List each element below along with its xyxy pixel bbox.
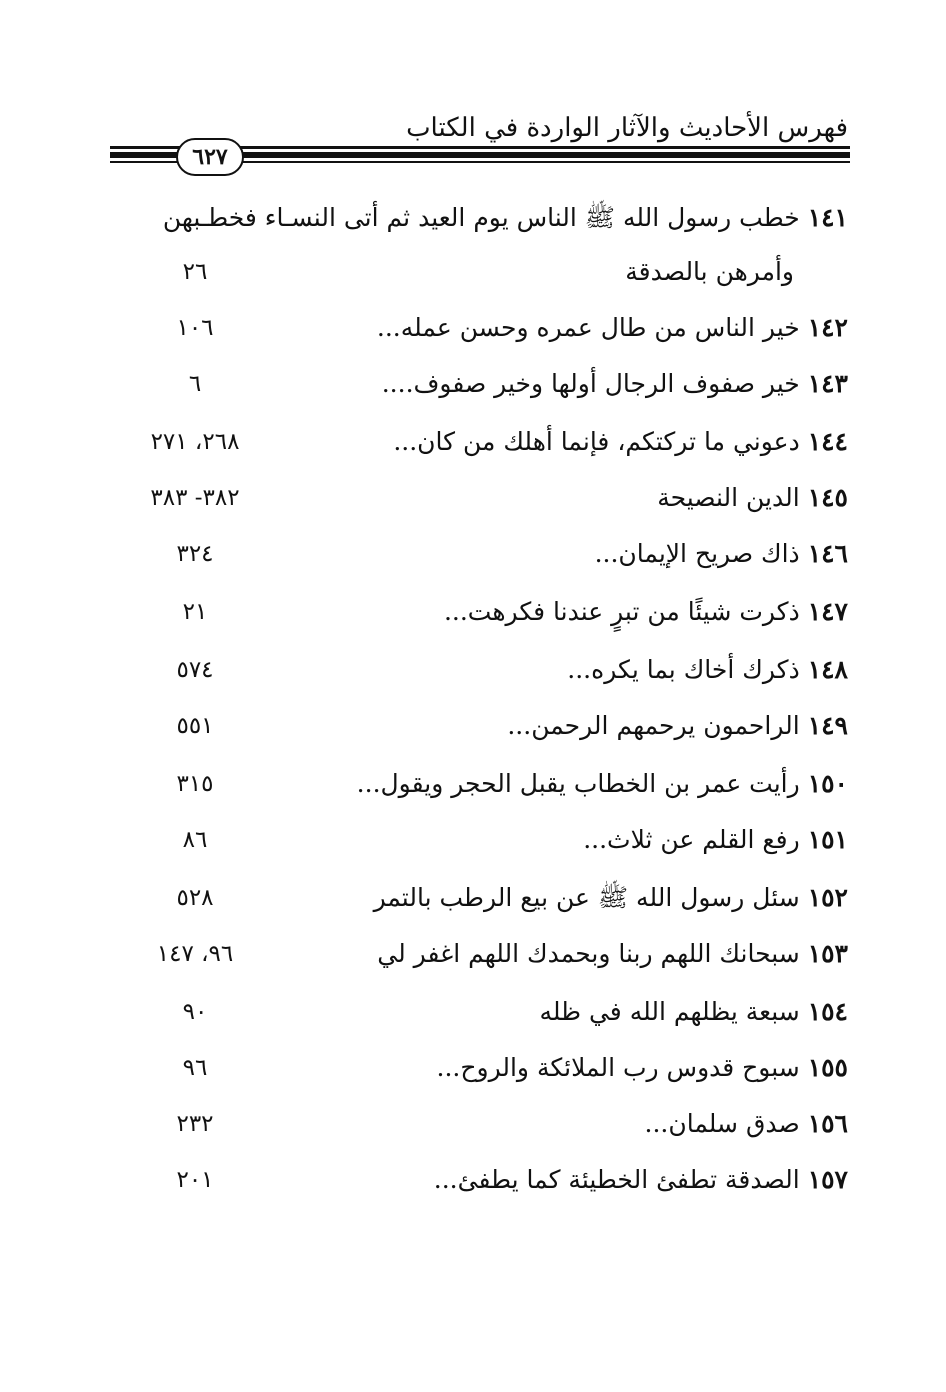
entry-page-reference: ٢٦ (182, 259, 208, 285)
index-entry (567, 648, 848, 692)
entry-number: ١٥٦ (807, 1109, 848, 1138)
entry-text: خطب رسول الله ﷺ الناس يوم العيد ثم أتى النسـاء فخطـبهن (162, 203, 800, 232)
entry-number: ١٤٥ (807, 483, 848, 512)
entry-text: سبحانك اللهم ربنا وبحمدك اللهم اغفر لي (377, 939, 800, 968)
index-entry (377, 932, 848, 976)
entry-text: الدين النصيحة (657, 483, 800, 512)
entry-text: خير الناس من طال عمره وحسن عمله... (376, 313, 800, 342)
index-entry (377, 306, 848, 350)
entry-text-continuation: وأمرهن بالصدقة (625, 257, 794, 286)
index-entry (382, 362, 848, 406)
entry-number: ١٥٥ (807, 1053, 848, 1082)
entry-number: ١٥٢ (807, 883, 848, 912)
entry-page-reference: ٥٥١ (176, 713, 214, 739)
index-entry (444, 590, 848, 634)
entry-page-reference: ٣١٥ (176, 771, 214, 797)
index-entry (437, 1046, 848, 1090)
entry-number: ١٤٦ (807, 539, 848, 568)
entry-page-reference: ٦ (188, 371, 202, 397)
entry-page-reference: ٩٠ (182, 999, 208, 1025)
entry-text: سئل رسول الله ﷺ عن بيع الرطب بالتمر (373, 883, 800, 912)
entry-number: ١٤٢ (807, 313, 848, 342)
page-number-badge: ٦٢٧ (176, 138, 244, 176)
entry-text: الصدقة تطفئ الخطيئة كما يطفئ... (433, 1165, 800, 1194)
entry-page-reference: ٢١ (182, 599, 208, 625)
entry-number: ١٥١ (807, 825, 848, 854)
entry-number: ١٥٤ (807, 997, 848, 1026)
entry-number: ١٥٠ (807, 769, 848, 798)
entry-page-reference: ٣٨٢- ٣٨٣ (150, 485, 240, 511)
entry-text: دعوني ما تركتكم، فإنما أهلك من كان... (393, 427, 800, 456)
entry-number: ١٤٨ (807, 655, 848, 684)
index-entry (507, 704, 848, 748)
page-title: فهرس الأحاديث والآثار الواردة في الكتاب (406, 113, 848, 143)
entry-page-reference: ٩٦ (182, 1055, 208, 1081)
entry-page-reference: ٢٦٨، ٢٧١ (150, 429, 240, 455)
entry-text: رأيت عمر بن الخطاب يقبل الحجر ويقول... (356, 769, 800, 798)
entry-page-reference: ٢٠١ (176, 1167, 214, 1193)
entry-text: الراحمون يرحمهم الرحمن... (507, 711, 800, 740)
index-entry (583, 818, 848, 862)
entry-page-reference: ٥٢٨ (176, 885, 214, 911)
entry-page-reference: ٨٦ (182, 827, 208, 853)
entry-page-reference: ١٠٦ (176, 315, 214, 341)
index-entry (539, 990, 848, 1034)
entry-page-reference: ٣٢٤ (176, 541, 214, 567)
entry-text: ذكرك أخاك بما يكره... (567, 655, 800, 684)
entry-number: ١٤١ (807, 203, 848, 232)
entry-number: ١٤٣ (807, 369, 848, 398)
entry-number: ١٤٩ (807, 711, 848, 740)
entry-text: ذكرت شيئًا من تبرٍ عندنا فكرهت... (443, 597, 800, 626)
index-entry (393, 420, 848, 464)
entry-page-reference: ٢٣٢ (176, 1111, 214, 1137)
entry-page-reference: ٩٦، ١٤٧ (156, 941, 234, 967)
index-entry (374, 876, 848, 920)
entry-text: رفع القلم عن ثلاث... (583, 825, 800, 854)
index-entry (163, 196, 848, 240)
index-entry (645, 1102, 849, 1146)
entry-text: خير صفوف الرجال أولها وخير صفوف.... (381, 369, 800, 398)
index-entry (657, 476, 848, 520)
entry-page-reference: ٥٧٤ (176, 657, 214, 683)
entry-text: ذاك صريح الإيمان... (594, 539, 800, 568)
entry-text: صدق سلمان... (644, 1109, 800, 1138)
entry-number: ١٥٣ (807, 939, 848, 968)
entry-number: ١٤٤ (807, 427, 848, 456)
entry-text: سبوح قدوس رب الملائكة والروح... (436, 1053, 800, 1082)
entry-number: ١٥٧ (807, 1165, 848, 1194)
index-entry (595, 532, 848, 576)
index-entry (434, 1158, 848, 1202)
entry-text: سبعة يظلهم الله في ظله (539, 997, 800, 1026)
entry-number: ١٤٧ (807, 597, 848, 626)
index-entry (357, 762, 848, 806)
